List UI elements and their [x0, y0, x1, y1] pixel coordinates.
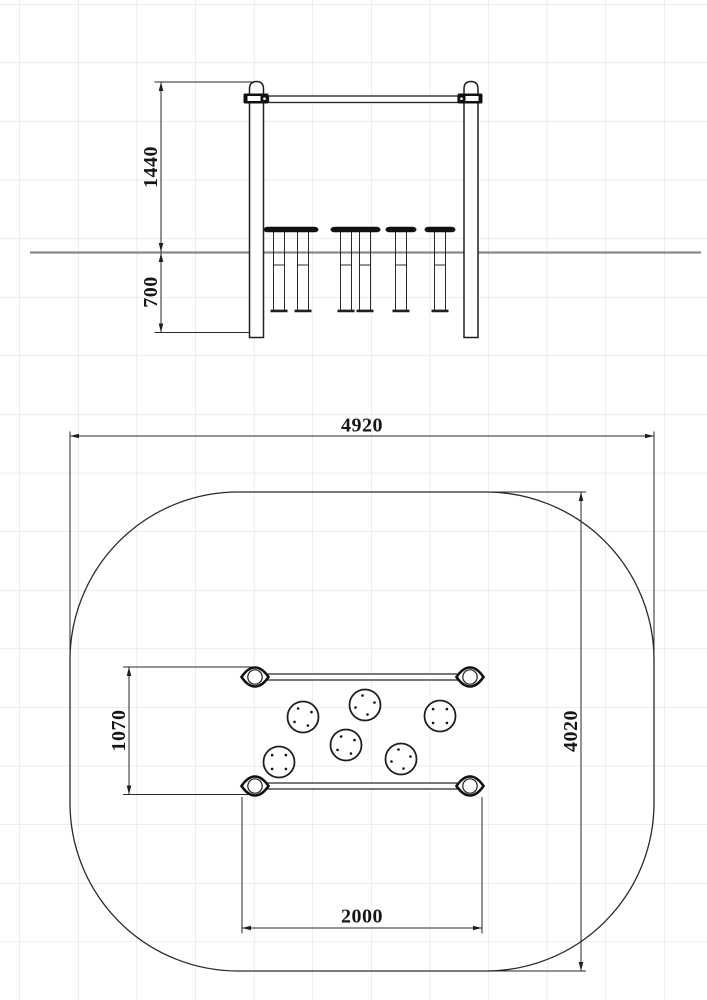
stepping-pod	[350, 690, 381, 721]
stepping-pod	[264, 747, 295, 778]
bar-end-fitting	[242, 777, 269, 796]
stepping-pod	[425, 701, 456, 732]
stepping-pod	[386, 744, 417, 775]
dim-label-2000: 2000	[341, 905, 383, 928]
stepping-pod	[288, 702, 319, 733]
dim-label-1440: 1440	[140, 146, 162, 188]
pod-cap	[264, 227, 319, 233]
dim-label-1070: 1070	[108, 709, 130, 752]
pod-caps	[264, 227, 456, 233]
pod-cap	[331, 227, 381, 233]
dim-label-4020: 4020	[560, 710, 582, 752]
right-clamp	[458, 94, 483, 104]
dim-label-4920: 4920	[341, 414, 383, 437]
left-clamp	[244, 94, 269, 104]
left-post	[250, 82, 264, 338]
bar-end-fitting	[457, 668, 484, 687]
pod-cap	[425, 227, 456, 233]
top-bar	[269, 96, 459, 103]
bar-end-fitting	[242, 668, 269, 687]
pod-cap	[386, 227, 417, 233]
stepping-pod	[331, 730, 362, 761]
bar-end-fitting	[457, 777, 484, 796]
dim-label-700: 700	[140, 276, 162, 308]
right-post	[464, 82, 478, 338]
bar-tube	[260, 783, 465, 789]
bar-tube	[260, 674, 465, 680]
